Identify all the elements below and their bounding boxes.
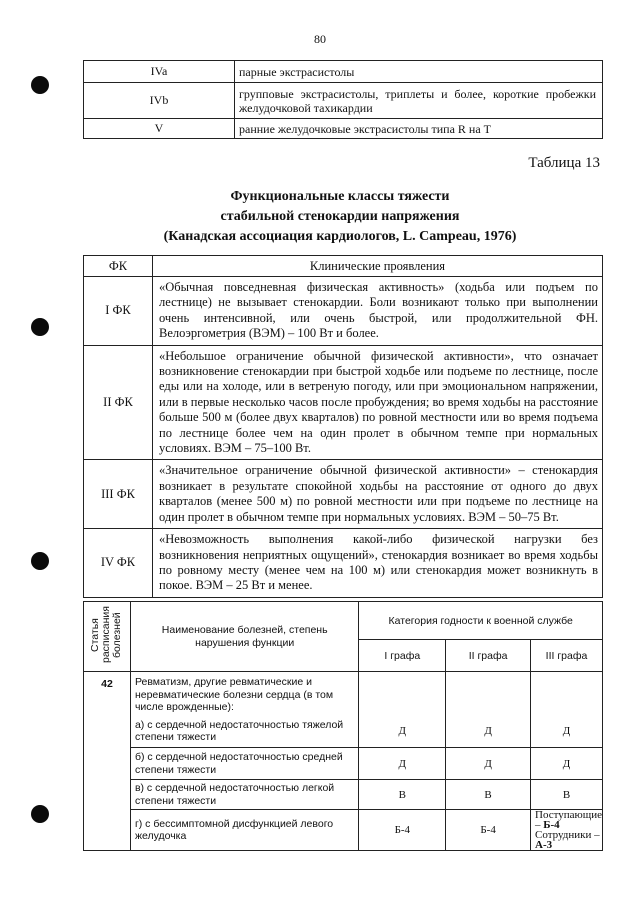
table-row xyxy=(84,277,603,346)
category-line: Поступающие – Б-4 xyxy=(535,809,602,831)
fc-cell: I ФК xyxy=(84,277,153,346)
table-row xyxy=(84,748,603,780)
category-cell: В xyxy=(531,780,603,810)
title-line: (Канадская ассоциация кардиологов, L. Campeau, 1976) xyxy=(163,229,517,244)
disease-name: а) с сердечной недостаточностью тяжелой степени тяжести xyxy=(130,716,358,748)
binder-hole-4 xyxy=(31,805,49,823)
table-row xyxy=(84,780,603,810)
manifestation-cell: «Значительное ограничение обычной физической активности» – стенокардия возникает в результате спокойной ходьбы на расстояние от одного до двух кварталов (менее 500 м) по ровной местности или при подъеме по лестнице на один пролет в обычном темпе при нормальных условиях. ВЭМ – 50–75 Вт. xyxy=(153,460,603,529)
table-row xyxy=(84,810,603,851)
column-header-name: Наименование болезней, степень нарушения функции xyxy=(130,602,358,672)
military-fitness-table xyxy=(83,601,603,851)
article-number: 42 xyxy=(84,672,131,851)
table-row xyxy=(84,345,603,460)
binder-hole-3 xyxy=(31,552,49,570)
manifestation-cell: «Обычная повседневная физическая активность» (ходьба или подъем по лестнице) не вызывает стенокардии. Боли возникают только при выполнении очень интенсивной, или очень быстрой, или продолжительной ФН. Велоэргометрия (ВЭМ) – 100 Вт и более. xyxy=(153,277,603,346)
category-cell: В xyxy=(359,780,446,810)
table-header-row xyxy=(84,256,603,277)
category-cell: Б-4 xyxy=(359,810,446,851)
title-line: стабильной стенокардии напряжения xyxy=(220,209,460,224)
page-number: 80 xyxy=(314,32,326,46)
grade-cell: IVb xyxy=(84,83,235,119)
fc-cell: II ФК xyxy=(84,345,153,460)
table-caption: Таблица 13 xyxy=(528,155,600,171)
column-header-graph-2: II графа xyxy=(446,640,531,672)
binder-hole-1 xyxy=(31,76,49,94)
disease-intro: Ревматизм, другие ревматические и неревматические болезни сердца (в том числе врожденные): xyxy=(130,672,358,716)
table-row xyxy=(84,83,603,119)
category-cell: Д xyxy=(359,716,446,748)
column-header-fc: ФК xyxy=(84,256,153,277)
table-row xyxy=(84,672,603,716)
fc-cell: IV ФК xyxy=(84,529,153,598)
functional-class-table xyxy=(83,255,603,598)
fc-cell: III ФК xyxy=(84,460,153,529)
description-cell: парные экстрасистолы xyxy=(235,61,603,83)
column-header-manifestations: Клинические проявления xyxy=(153,256,603,277)
category-cell: Д xyxy=(446,748,531,780)
grade-cell: V xyxy=(84,119,235,139)
table-row xyxy=(84,61,603,83)
category-cell: Д xyxy=(531,748,603,780)
table-header-row xyxy=(84,602,603,640)
manifestation-cell: «Небольшое ограничение обычной физической активности», что означает возникновение стенокардии при быстрой ходьбе или подъеме по лестнице, после еды или на холоде, или в ветреную погоду, или при эмоциональном напряжении, или в первые несколько часов после пробуждения; во время ходьбы на расстояние больше 500 м (более двух кварталов) по ровной местности или во время подъема по лестнице более чем на один пролет в обычном темпе при нормальных условиях. ВЭМ – 75–100 Вт. xyxy=(153,345,603,460)
description-cell: ранние желудочковые экстрасистолы типа R на T xyxy=(235,119,603,139)
column-header-article: Статья расписания болезней xyxy=(84,602,131,672)
grade-cell: IVa xyxy=(84,61,235,83)
category-cell-split xyxy=(531,810,603,851)
table-row xyxy=(84,529,603,598)
table-row xyxy=(84,460,603,529)
disease-name: б) с сердечной недостаточностью средней степени тяжести xyxy=(130,748,358,780)
category-cell: Д xyxy=(446,716,531,748)
table-row xyxy=(84,716,603,748)
category-line: Сотрудники – А-3 xyxy=(535,829,600,851)
table-row xyxy=(84,119,603,139)
disease-name: г) с бессимптомной дисфункцией левого желудочка xyxy=(130,810,358,851)
title-line: Функциональные классы тяжести xyxy=(230,189,450,204)
category-cell: Д xyxy=(531,716,603,748)
category-cell: Д xyxy=(359,748,446,780)
arrhythmia-table xyxy=(83,60,603,139)
column-header-category: Категория годности к военной службе xyxy=(359,602,603,640)
column-header-graph-1: I графа xyxy=(359,640,446,672)
description-cell: групповые экстрасистолы, триплеты и более, короткие пробежки желудочковой тахикардии xyxy=(235,83,603,119)
disease-name: в) с сердечной недостаточностью легкой степени тяжести xyxy=(130,780,358,810)
category-cell: Б-4 xyxy=(446,810,531,851)
manifestation-cell: «Невозможность выполнения какой-либо физической нагрузки без возникновения неприятных ощущений», стенокардия возникает во время ходьбы по ровному месту (менее чем на 100 м) или стенокардия может возникнуть в покое. ВЭМ – 25 Вт и менее. xyxy=(153,529,603,598)
column-header-graph-3: III графа xyxy=(531,640,603,672)
binder-hole-2 xyxy=(31,318,49,336)
category-cell: В xyxy=(446,780,531,810)
page-title xyxy=(0,187,640,247)
